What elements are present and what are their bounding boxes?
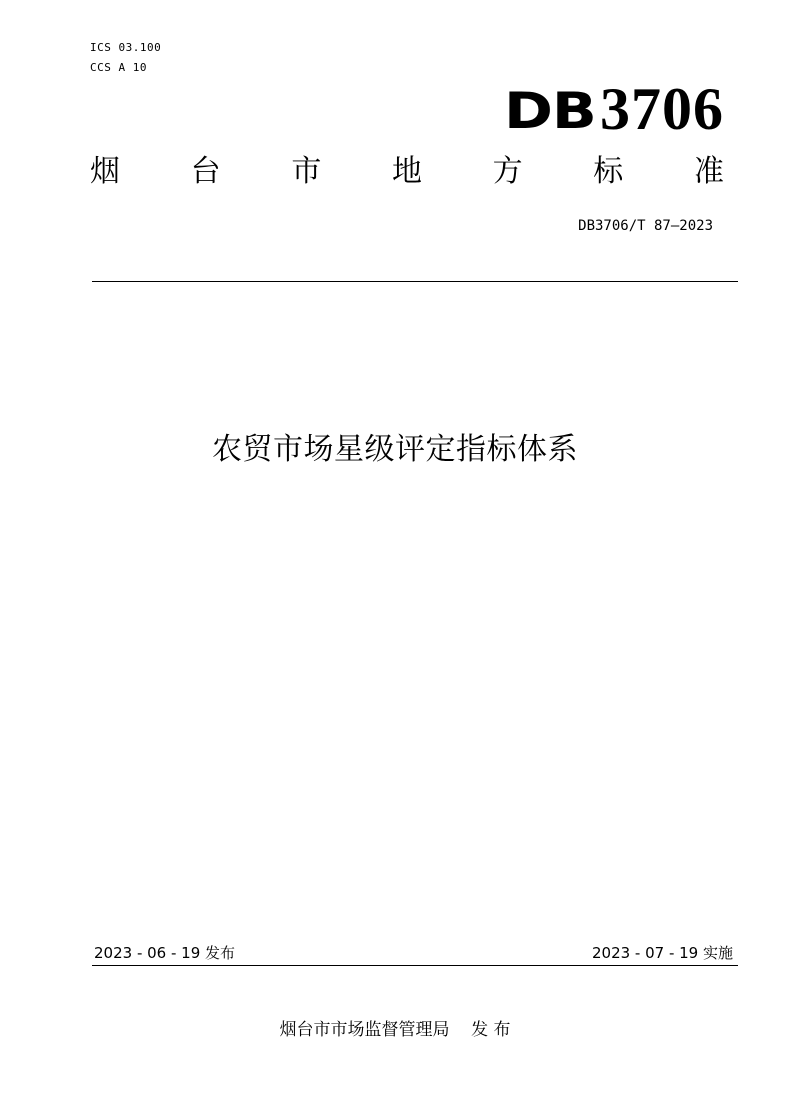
ccs-code: CCS A 10 bbox=[90, 61, 147, 74]
logo-prefix: DB bbox=[504, 82, 596, 140]
ics-code: ICS 03.100 bbox=[90, 41, 162, 54]
standard-type-char: 准 bbox=[693, 154, 724, 189]
standard-type-char: 标 bbox=[593, 154, 624, 189]
standard-number: DB3706/T 87—2023 bbox=[578, 218, 713, 234]
standard-type-char: 地 bbox=[391, 154, 422, 189]
standard-type-char: 方 bbox=[492, 154, 523, 189]
standard-type-char: 市 bbox=[291, 154, 322, 189]
implement-date: 2023 - 07 - 19 实施 bbox=[591, 944, 733, 962]
logo-number: 3706 bbox=[600, 76, 724, 142]
standard-logo bbox=[504, 76, 724, 142]
footer-divider bbox=[92, 965, 738, 966]
publish-date: 2023 - 06 - 19 发布 bbox=[94, 944, 236, 962]
header-divider bbox=[92, 281, 738, 282]
standard-type-char: 烟 bbox=[90, 154, 120, 189]
standard-type-char: 台 bbox=[190, 154, 221, 189]
document-title: 农贸市场星级评定指标体系 bbox=[212, 432, 578, 467]
issuing-authority: 烟台市市场监督管理局 发 布 bbox=[279, 1020, 511, 1040]
standard-type-heading bbox=[90, 152, 724, 192]
